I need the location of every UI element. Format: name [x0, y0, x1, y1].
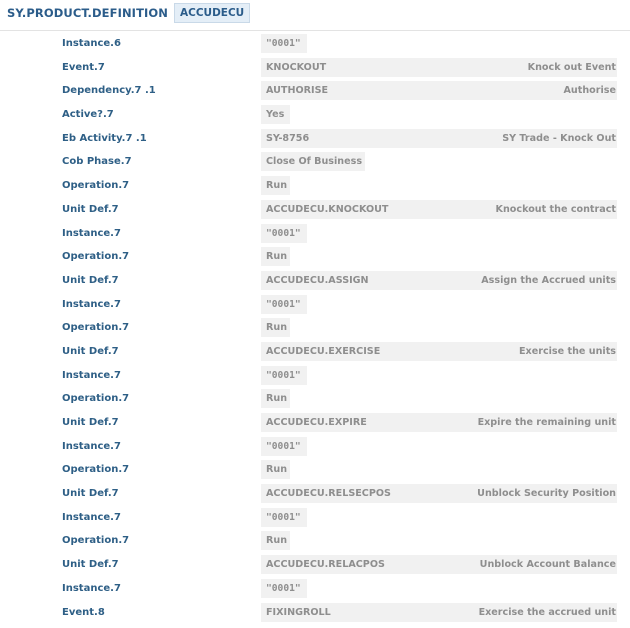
- field-value-cell: [261, 413, 617, 432]
- field-value-cell: [261, 295, 307, 314]
- field-row: [0, 364, 630, 388]
- field-description: Expire the remaining unit: [477, 417, 616, 428]
- header-divider: [0, 30, 630, 31]
- field-description: Unblock Security Position: [477, 488, 616, 500]
- field-label: Dependency.7 .1: [62, 85, 156, 97]
- field-value-cell: [261, 105, 290, 124]
- field-label: Unit Def.7: [62, 488, 119, 500]
- field-value-cell: [261, 366, 307, 385]
- field-label: Instance.7: [62, 369, 121, 381]
- field-value-cell: [261, 247, 290, 266]
- field-row: [0, 32, 630, 56]
- field-value-cell: [261, 318, 290, 337]
- field-label: Operation.7: [62, 535, 130, 547]
- field-label: Operation.7: [62, 322, 130, 334]
- application-title: SY.PRODUCT.DEFINITION: [7, 6, 168, 20]
- field-value-cell: [261, 81, 617, 100]
- field-label: Operation.7: [62, 251, 130, 263]
- field-label: Unit Def.7: [62, 417, 119, 428]
- field-row: [0, 293, 630, 317]
- field-description: Assign the Accrued units: [481, 274, 616, 286]
- field-value-cell: [261, 389, 290, 408]
- field-description: Authorise: [563, 85, 616, 97]
- field-value: ACCUDECU.EXERCISE: [266, 345, 381, 357]
- field-row: [0, 79, 630, 103]
- field-row: [0, 269, 630, 293]
- field-value-cell: [261, 508, 307, 527]
- field-label: Unit Def.7: [62, 345, 119, 357]
- field-list: [0, 32, 630, 624]
- field-row: [0, 458, 630, 482]
- field-row: [0, 553, 630, 577]
- field-value: ACCUDECU.EXPIRE: [266, 417, 367, 428]
- field-label: Operation.7: [62, 464, 130, 476]
- field-label: Instance.7: [62, 298, 121, 310]
- field-value: "0001": [266, 298, 301, 310]
- field-value: Run: [266, 464, 288, 476]
- field-value: "0001": [266, 511, 301, 523]
- field-value: Run: [266, 180, 288, 192]
- field-row: [0, 174, 630, 198]
- field-row: [0, 506, 630, 530]
- field-value: KNOCKOUT: [266, 61, 327, 73]
- field-label: Instance.6: [62, 38, 121, 49]
- field-value-cell: [261, 129, 617, 148]
- field-value: "0001": [266, 38, 301, 49]
- field-label: Instance.7: [62, 582, 121, 594]
- record-id-tab[interactable]: ACCUDECU: [174, 3, 250, 23]
- field-value-cell: [261, 176, 290, 195]
- field-label: Cob Phase.7: [62, 156, 132, 168]
- field-label: Unit Def.7: [62, 274, 119, 286]
- field-value: Yes: [266, 109, 285, 121]
- field-value-cell: [261, 152, 365, 171]
- field-label: Instance.7: [62, 440, 121, 452]
- field-description: Unblock Account Balance: [479, 559, 616, 571]
- field-row: [0, 340, 630, 364]
- field-value-cell: [261, 531, 290, 550]
- field-label: Event.8: [62, 606, 105, 618]
- field-description: Knockout the contract: [495, 203, 616, 215]
- field-row: [0, 222, 630, 246]
- field-description: Knock out Event: [527, 61, 616, 73]
- field-value-cell: [261, 34, 307, 53]
- field-value-cell: [261, 603, 617, 622]
- field-row: [0, 411, 630, 435]
- field-value: "0001": [266, 227, 301, 239]
- field-row: [0, 482, 630, 506]
- field-label: Eb Activity.7 .1: [62, 132, 147, 144]
- field-row: [0, 245, 630, 269]
- field-label: Active?.7: [62, 109, 114, 121]
- field-value: FIXINGROLL: [266, 606, 331, 618]
- field-description: Exercise the accrued unit: [478, 606, 616, 618]
- field-description: Exercise the units: [518, 345, 616, 357]
- field-value: SY-8756: [266, 132, 310, 144]
- field-row: [0, 435, 630, 459]
- field-row: [0, 103, 630, 127]
- field-value-cell: [261, 460, 290, 479]
- field-value: ACCUDECU.ASSIGN: [266, 274, 369, 286]
- field-value: "0001": [266, 440, 301, 452]
- field-label: Unit Def.7: [62, 203, 119, 215]
- field-row: [0, 127, 630, 151]
- field-value: Run: [266, 535, 288, 547]
- field-value-cell: [261, 484, 617, 503]
- field-row: [0, 387, 630, 411]
- field-value-cell: [261, 224, 307, 243]
- field-value: Run: [266, 251, 288, 263]
- field-value-cell: [261, 437, 307, 456]
- field-row: [0, 150, 630, 174]
- field-row: [0, 577, 630, 601]
- field-row: [0, 198, 630, 222]
- field-value: ACCUDECU.KNOCKOUT: [266, 203, 389, 215]
- field-value: AUTHORISE: [266, 85, 329, 97]
- field-row: [0, 316, 630, 340]
- field-value: Close Of Business: [266, 156, 363, 168]
- field-value-cell: [261, 555, 617, 574]
- field-label: Operation.7: [62, 180, 130, 192]
- field-value-cell: [261, 58, 617, 77]
- field-label: Event.7: [62, 61, 105, 73]
- field-label: Instance.7: [62, 511, 121, 523]
- field-row: [0, 56, 630, 80]
- field-label: Unit Def.7: [62, 559, 119, 571]
- field-label: Instance.7: [62, 227, 121, 239]
- field-row: [0, 529, 630, 553]
- field-value-cell: [261, 200, 617, 219]
- field-value: "0001": [266, 582, 301, 594]
- field-label: Operation.7: [62, 393, 130, 405]
- field-value-cell: [261, 579, 307, 598]
- field-value-cell: [261, 342, 617, 361]
- record-header: [0, 0, 630, 26]
- field-value-cell: [261, 271, 617, 290]
- field-value: Run: [266, 322, 288, 334]
- field-value: ACCUDECU.RELACPOS: [266, 559, 385, 571]
- field-description: SY Trade - Knock Out: [502, 132, 616, 144]
- field-value: Run: [266, 393, 288, 405]
- field-value: "0001": [266, 369, 301, 381]
- field-value: ACCUDECU.RELSECPOS: [266, 488, 391, 500]
- field-row: [0, 601, 630, 625]
